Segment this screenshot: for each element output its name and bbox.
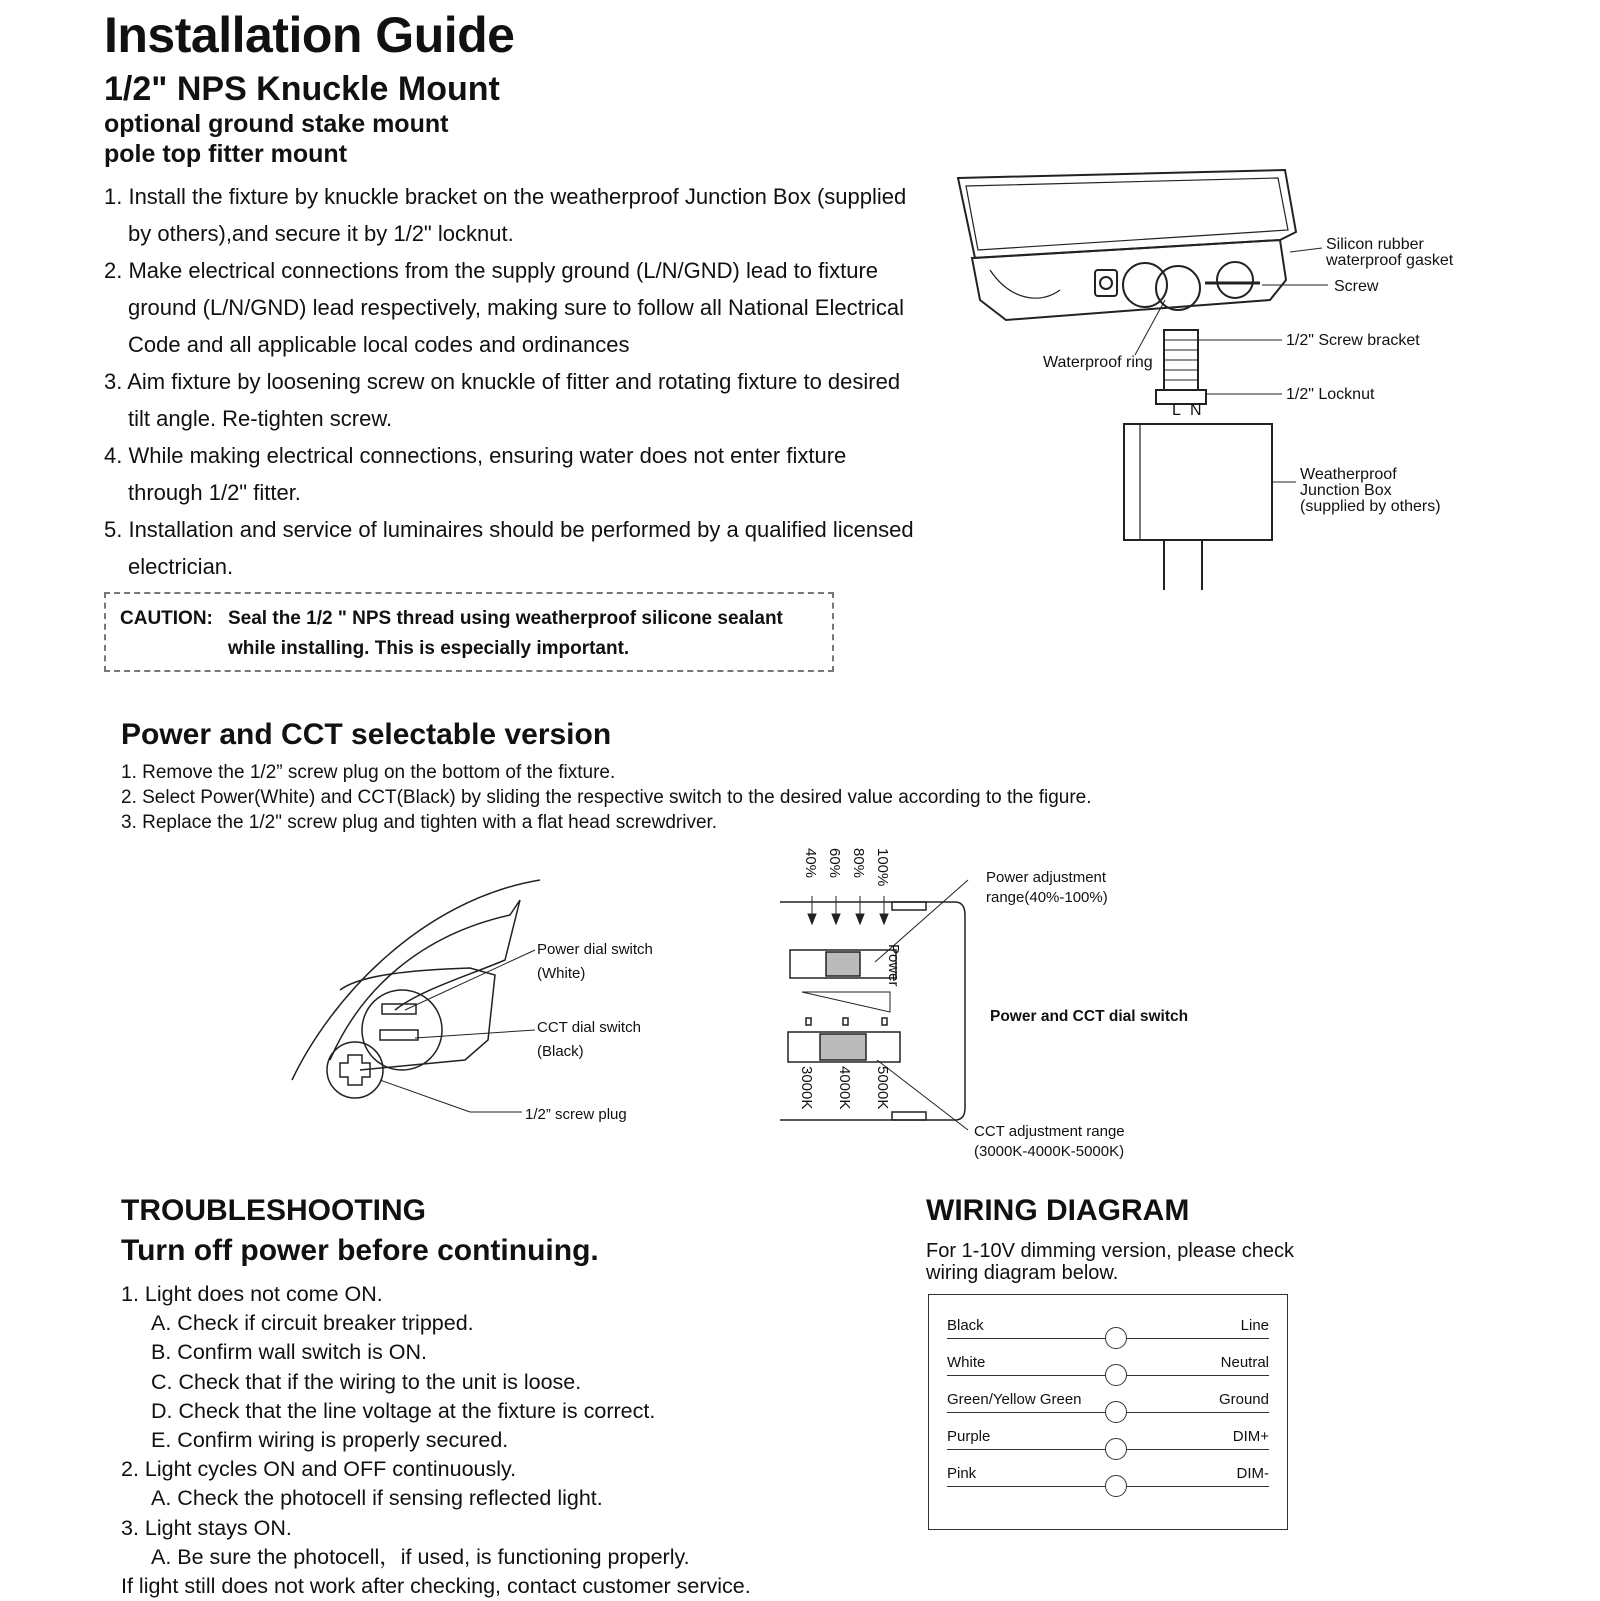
screw-plug-label: 1/2” screw plug bbox=[525, 1106, 627, 1123]
caution-label: CAUTION: bbox=[120, 608, 213, 629]
power-dial-label-2: (White) bbox=[537, 965, 586, 982]
jbox-label-1: Weatherproof bbox=[1300, 466, 1397, 483]
fixture-port bbox=[1095, 270, 1117, 296]
troubleshooting-subitem: D. Check that the line voltage at the fixture is correct. bbox=[151, 1398, 656, 1423]
wire-function: DIM- bbox=[1236, 1465, 1269, 1482]
cct-level-label: 5000K bbox=[874, 1066, 891, 1110]
l-mark: L bbox=[1172, 402, 1181, 419]
gasket-label-1: Silicon rubber bbox=[1326, 236, 1424, 253]
cct-range-label-2: (3000K-4000K-5000K) bbox=[974, 1143, 1125, 1160]
power-cct-title: Power and CCT selectable version bbox=[121, 718, 612, 751]
wire-function: Neutral bbox=[1220, 1354, 1269, 1371]
power-level-arrowhead bbox=[880, 914, 888, 924]
power-cct-step: 3. Replace the 1/2" screw plug and tighten with a flat head screwdriver. bbox=[121, 812, 718, 833]
power-word: Power bbox=[885, 944, 902, 987]
n-mark: N bbox=[1190, 402, 1202, 419]
troubleshooting-item: 2. Light cycles ON and OFF continuously. bbox=[121, 1457, 517, 1482]
wiring-row bbox=[947, 1391, 1269, 1421]
screw-bracket-label: 1/2" Screw bracket bbox=[1286, 332, 1420, 349]
wiring-title: WIRING DIAGRAM bbox=[926, 1194, 1190, 1227]
power-cct-step: 2. Select Power(White) and CCT(Black) by sliding the respective switch to the desired value according to the figure. bbox=[121, 787, 1092, 808]
wire-terminal-icon bbox=[1105, 1401, 1127, 1423]
caution-line-1: Seal the 1/2 " NPS thread using weatherproof silicone sealant bbox=[228, 608, 783, 629]
wire-color: Black bbox=[947, 1317, 984, 1334]
wiring-row bbox=[947, 1465, 1269, 1495]
power-dial-label-1: Power dial switch bbox=[537, 941, 653, 958]
installation-steps bbox=[104, 178, 924, 585]
caution-line-2: while installing. This is especially important. bbox=[228, 638, 630, 659]
cct-level-label: 4000K bbox=[836, 1066, 853, 1110]
wire-function: DIM+ bbox=[1232, 1428, 1269, 1445]
wire-terminal-icon bbox=[1105, 1327, 1127, 1349]
power-level-label: 100% bbox=[874, 848, 891, 887]
power-level-arrowhead bbox=[856, 914, 864, 924]
threaded-stem bbox=[1164, 330, 1198, 390]
caution-box bbox=[104, 592, 834, 672]
junction-box bbox=[1124, 424, 1272, 540]
troubleshooting-list bbox=[121, 1280, 751, 1601]
wire-color: Purple bbox=[947, 1428, 991, 1445]
troubleshooting-subitem: A. Check if circuit breaker tripped. bbox=[151, 1311, 474, 1336]
locknut-label: 1/2" Locknut bbox=[1286, 386, 1375, 403]
wiring-row bbox=[947, 1428, 1269, 1458]
mount-option-1: optional ground stake mount bbox=[104, 110, 449, 138]
gasket-label-2: waterproof gasket bbox=[1326, 252, 1454, 269]
troubleshooting-item: 1. Light does not come ON. bbox=[121, 1282, 383, 1306]
power-level-arrowhead bbox=[832, 914, 840, 924]
wiring-row bbox=[947, 1354, 1269, 1384]
troubleshooting-item: If light still does not work after checking, contact customer service. bbox=[121, 1574, 751, 1599]
wire-function: Ground bbox=[1218, 1391, 1269, 1408]
jbox-label-2: Junction Box bbox=[1300, 482, 1392, 499]
wire-color: White bbox=[947, 1354, 986, 1371]
wire-function: Line bbox=[1240, 1317, 1269, 1334]
cct-dial-label-2: (Black) bbox=[537, 1043, 584, 1060]
install-step: 3. Aim fixture by loosening screw on knuckle of fitter and rotating fixture to desired tilt angle. Re-tighten screw. bbox=[104, 369, 901, 431]
install-step: 4. While making electrical connections, ensuring water does not enter fixture through 1/2" fitter. bbox=[104, 443, 847, 505]
power-level-label: 60% bbox=[826, 848, 843, 879]
wiring-row bbox=[947, 1317, 1269, 1347]
install-step: 2. Make electrical connections from the supply ground (L/N/GND) lead to fixture ground (L/N/GND) lead respectively, making sure to follow all National Electrical Code and all applicable local codes and ordinances bbox=[104, 258, 905, 357]
troubleshooting-subitem: A. Check the photocell if sensing reflected light. bbox=[151, 1486, 603, 1511]
power-level-arrowhead bbox=[808, 914, 816, 924]
wire-terminal-icon bbox=[1105, 1364, 1127, 1386]
dial-title: Power and CCT dial switch bbox=[990, 1008, 1189, 1025]
power-level-label: 80% bbox=[850, 848, 867, 879]
troubleshooting-subitem: E. Confirm wiring is properly secured. bbox=[151, 1428, 509, 1453]
wire-terminal-icon bbox=[1105, 1475, 1127, 1497]
wiring-note-2: wiring diagram below. bbox=[926, 1262, 1119, 1284]
troubleshooting-subitem: B. Confirm wall switch is ON. bbox=[151, 1340, 427, 1365]
waterproof-ring-label: Waterproof ring bbox=[1043, 354, 1153, 371]
install-step: 5. Installation and service of luminaires should be performed by a qualified licensed electrician. bbox=[104, 517, 914, 579]
jbox-label-3: (supplied by others) bbox=[1300, 498, 1441, 515]
mount-option-2: pole top fitter mount bbox=[104, 140, 348, 168]
cct-range-label-1: CCT adjustment range bbox=[974, 1123, 1125, 1140]
power-range-label-1: Power adjustment bbox=[986, 869, 1107, 886]
power-level-label: 40% bbox=[802, 848, 819, 879]
page-title: Installation Guide bbox=[104, 7, 515, 63]
troubleshooting-item: 3. Light stays ON. bbox=[121, 1515, 292, 1540]
wire-color: Green/Yellow Green bbox=[947, 1391, 1082, 1408]
cct-dial-label-1: CCT dial switch bbox=[537, 1019, 641, 1036]
wire-terminal-icon bbox=[1105, 1438, 1127, 1460]
screw-plug bbox=[327, 1042, 383, 1098]
power-cct-step: 1. Remove the 1/2” screw plug on the bottom of the fixture. bbox=[121, 762, 616, 783]
install-step: 1. Install the fixture by knuckle bracket on the weatherproof Junction Box (supplied by others),and secure it by 1/2" locknut. bbox=[104, 184, 907, 246]
wiring-note-1: For 1-10V dimming version, please check bbox=[926, 1240, 1294, 1262]
fixture-housing bbox=[958, 170, 1296, 258]
power-range-label-2: range(40%-100%) bbox=[986, 889, 1108, 906]
troubleshooting-title: TROUBLESHOOTING bbox=[121, 1194, 426, 1227]
dial-housing bbox=[362, 990, 442, 1070]
power-cct-steps bbox=[121, 760, 1092, 835]
troubleshooting-subitem: C. Check that if the wiring to the unit is loose. bbox=[151, 1369, 582, 1394]
page-subtitle: 1/2" NPS Knuckle Mount bbox=[104, 70, 500, 108]
troubleshooting-subtitle: Turn off power before continuing. bbox=[121, 1234, 599, 1267]
cct-slider bbox=[788, 1032, 900, 1062]
cct-level-label: 3000K bbox=[798, 1066, 815, 1110]
wire-color: Pink bbox=[947, 1465, 977, 1482]
screw-label: Screw bbox=[1334, 278, 1379, 295]
troubleshooting-subitem: A. Be sure the photocell，if used, is functioning properly. bbox=[151, 1544, 690, 1569]
wiring-table bbox=[928, 1294, 1288, 1530]
